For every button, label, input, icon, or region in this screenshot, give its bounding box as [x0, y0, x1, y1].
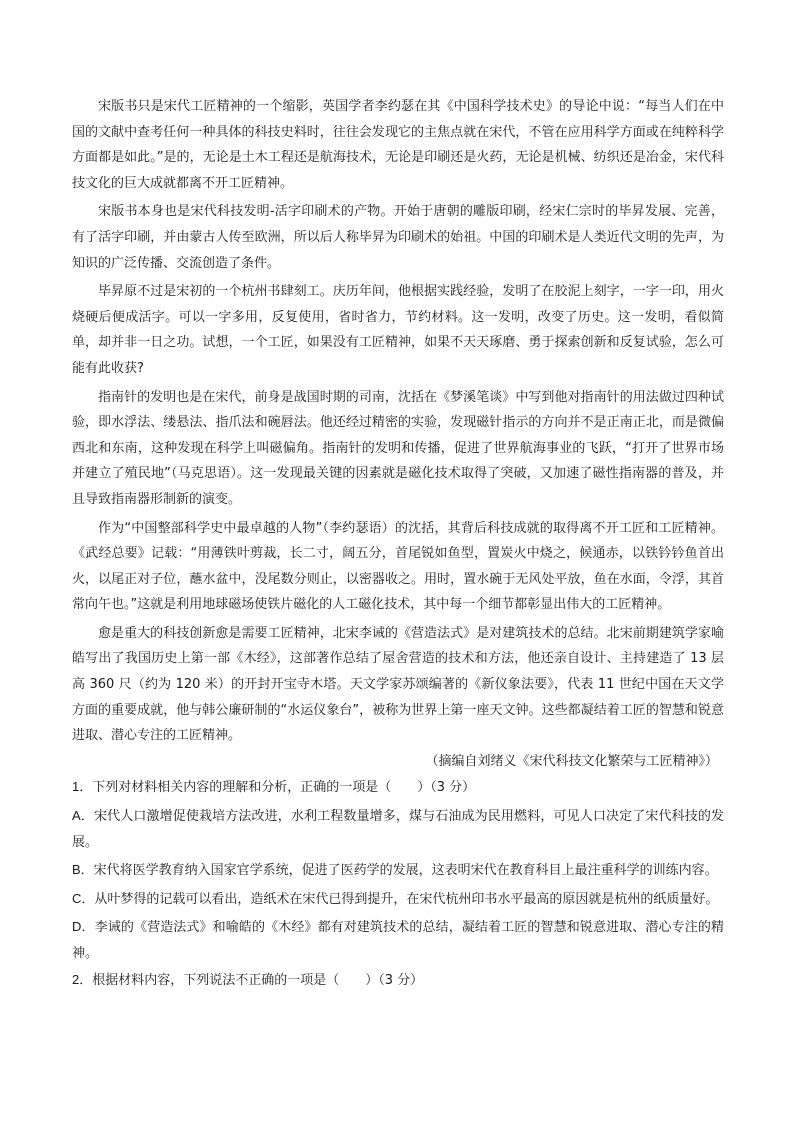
passage-paragraph-6: 愈是重大的科技创新愈是需要工匠精神，北宋李诫的《营造法式》是对建筑技术的总结。北宋前期建筑学家喻皓写出了我国历史上第一部《木经》，这部著作总结了屋舍营造的技术和方法，他还亲自设计、主持建造了 13 层高 360 尺（约为 120 米）的开封开宝寺木塔。天文学家苏颂编著的《新仪象法要》，代表 11 世纪中国在天文学方面的重要成就，他与韩公廉研制的“水运仪象台”，被称为世界上第一座天文钟。这些都凝结着工匠的智慧和锐意进取、潜心专注的工匠精神。: [72, 625, 724, 744]
option-d: [72, 914, 724, 966]
option-b: [72, 857, 724, 884]
passage-source: （摘编自刘绪义《宋代科技文化繁荣与工匠精神》）: [425, 753, 718, 769]
passage-paragraph-3: 毕昇原不过是宋初的一个杭州书肆刻工。庆历年间，他根据实践经验，发明了在胶泥上刻字，一字一印，用火烧硬后便成活字。可以一字多用，反复使用，省时省力，节约材料。这一发明，改变了历史。这一发明，看似简单，却并非一日之功。试想，一个工匠，如果没有工匠精神，如果不天天琢磨、勇于探索创新和反复试验，怎么可能有此收获?: [72, 284, 724, 376]
question-stem: [72, 967, 724, 994]
question-2: [72, 967, 724, 994]
passage: [72, 94, 724, 774]
option-a: [72, 803, 724, 855]
option-letter: D．: [72, 919, 95, 935]
option-text: 从叶梦得的记载可以看出，造纸术在宋代已得到提升，在宋代杭州印书水平最高的原因就是杭州的纸质量好。: [94, 891, 719, 907]
question-text: 下列对材料相关内容的理解和分析，正确的一项是（ ）（3 分）: [92, 780, 476, 796]
option-letter: A．: [72, 808, 94, 824]
option-letter: C．: [72, 890, 95, 906]
option-text: 李诫的《营造法式》和喻皓的《木经》都有对建筑技术的总结，凝结着工匠的智慧和锐意进取、潜心专注的精神。: [72, 920, 724, 961]
passage-paragraph-5: 作为“中国整部科学史中最卓越的人物”（李约瑟语）的沈括，其背后科技成就的取得离不开工匠和工匠精神。《武经总要》记载：“用薄铁叶剪裁，长二寸，阔五分，首尾锐如鱼型，置炭火中烧之，候通赤，以铁钤钤鱼首出火，以尾正对子位，蘸水盆中，没尾数分则止，以密器收之。用时，置水碗于无风处平放，鱼在水面，令浮，其首常向午也。”这就是利用地球磁场使铁片磁化的人工磁化技术，其中每一个细节都彰显出伟大的工匠精神。: [72, 520, 724, 613]
option-c: [72, 886, 724, 913]
question-number: 2．: [72, 971, 93, 987]
passage-paragraph-1: 宋版书只是宋代工匠精神的一个缩影，英国学者李约瑟在其《中国科学技术史》的导论中说：“每当人们在中国的文献中查考任何一种具体的科技史料时，往往会发现它的主焦点就在宋代，不管在应用科学方面或在纯粹科学方面都是如此。”是的，无论是土木工程还是航海技术，无论是印刷还是火药，无论是机械、纺织还是冶金，宋代科技文化的巨大成就都离不开工匠精神。: [72, 99, 724, 191]
document-page: [72, 94, 724, 993]
passage-paragraph-2: 宋版书本身也是宋代科技发明-活字印刷术的产物。开始于唐朝的雕版印刷，经宋仁宗时的毕昇发展、完善，有了活字印刷，并由蒙古人传至欧洲，所以后人称毕昇为印刷术的始祖。中国的印刷术是人类近代文明的先声，为知识的广泛传播、交流创造了条件。: [72, 204, 724, 271]
question-stem: [72, 774, 724, 801]
question-text: 根据材料内容，下列说法不正确的一项是（ ）（3 分）: [92, 972, 424, 988]
option-letter: B．: [72, 862, 94, 878]
passage-paragraph-4: 指南针的发明也是在宋代，前身是战国时期的司南，沈括在《梦溪笔谈》中写到他对指南针的用法做过四种试验，即水浮法、缕悬法、指爪法和碗唇法。他还经过精密的实验，发现磁针指示的方向并不是正南正北，而是微偏西北和东南，这种发现在科学上叫磁偏角。指南针的发明和传播，促进了世界航海事业的飞跃，“打开了世界市场并建立了殖民地”（马克思语）。这一发现最关键的因素就是磁化技术取得了突破，又加速了磁性指南器的普及，并且导致指南器形制新的演变。: [72, 389, 724, 507]
question-1: [72, 774, 724, 966]
question-number: 1．: [72, 779, 93, 795]
option-text: 宋代人口激增促使栽培方法改进，水利工程数量增多，煤与石油成为民用燃料，可见人口决定了宋代科技的发展。: [72, 809, 724, 850]
option-text: 宋代将医学教育纳入国家官学系统，促进了医药学的发展，这表明宋代在教育科目上最注重科学的训练内容。: [93, 863, 718, 879]
